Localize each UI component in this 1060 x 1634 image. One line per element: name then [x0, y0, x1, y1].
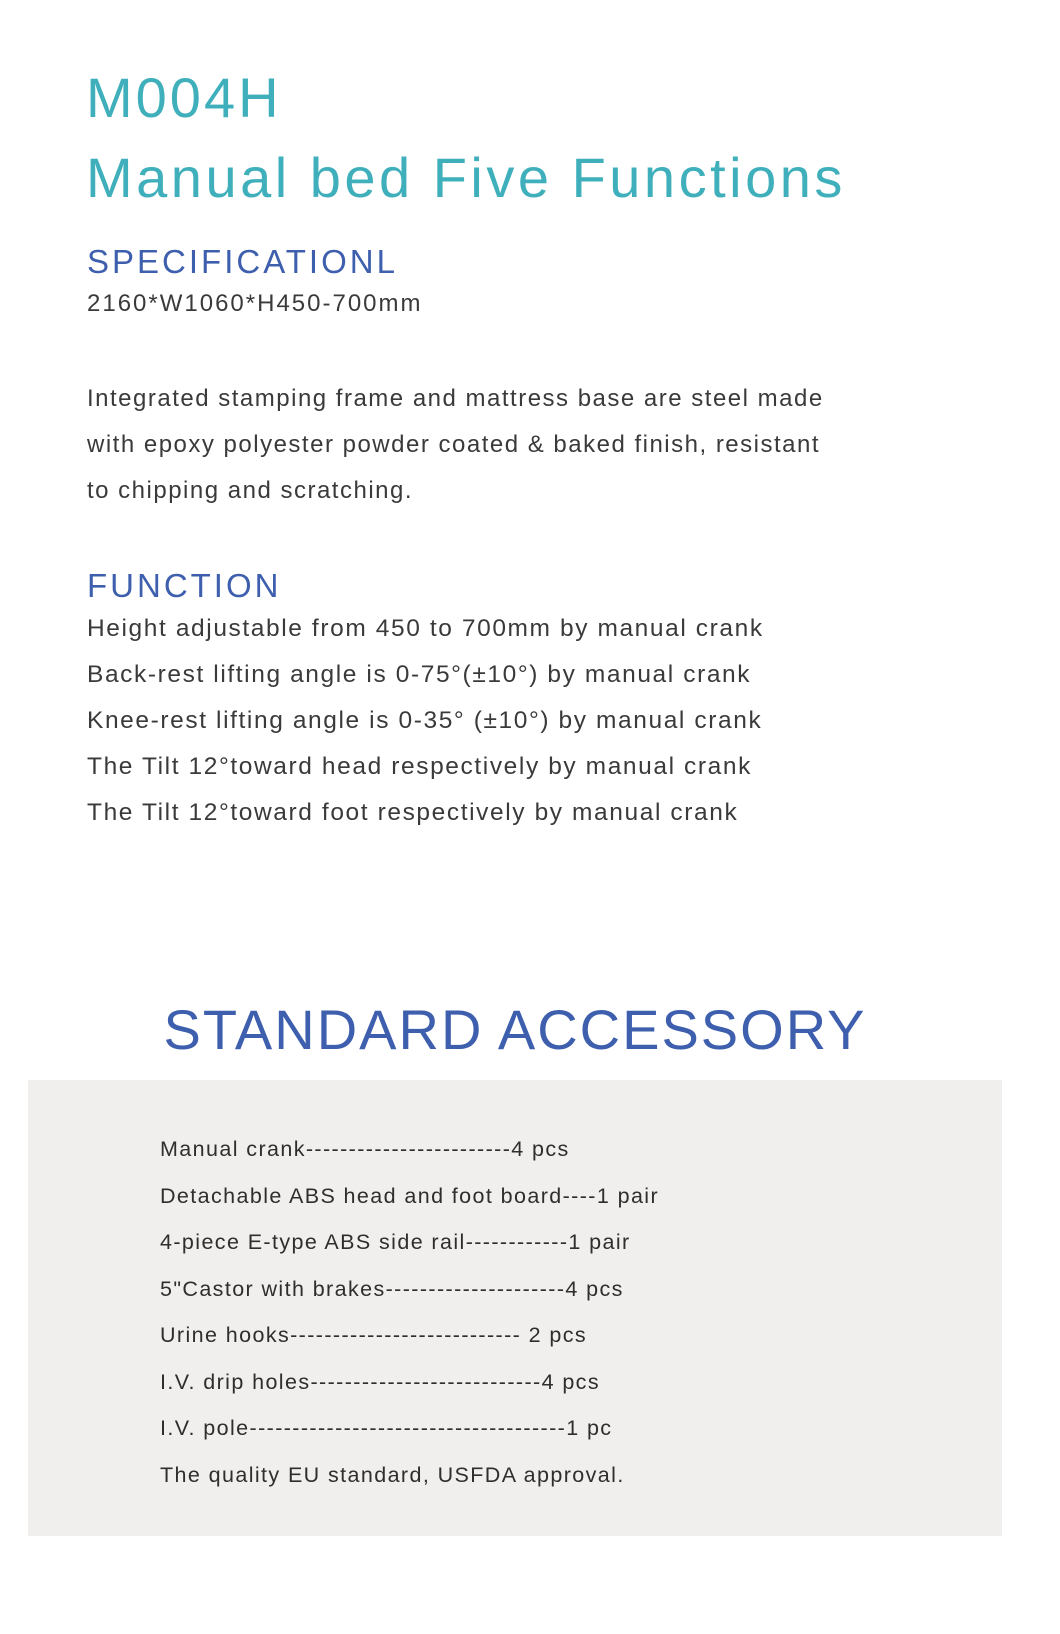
- description-line: Integrated stamping frame and mattress base are steel made: [87, 385, 824, 412]
- function-heading: FUNCTION: [87, 567, 282, 604]
- function-item: Height adjustable from 450 to 700mm by manual crank: [87, 615, 764, 642]
- standard-accessory-heading: STANDARD ACCESSORY: [163, 998, 867, 1061]
- specification-heading: SPECIFICATIONL: [87, 243, 398, 280]
- accessory-item: I.V. pole-------------------------------------1 pc: [160, 1416, 613, 1440]
- dimensions-text: 2160*W1060*H450-700mm: [87, 290, 423, 317]
- product-title: Manual bed Five Functions: [86, 146, 846, 209]
- function-item: The Tilt 12°toward head respectively by manual crank: [87, 753, 752, 780]
- accessory-item: 4-piece E-type ABS side rail------------1 pair: [160, 1230, 631, 1254]
- accessory-list: [160, 1126, 659, 1498]
- description-line: to chipping and scratching.: [87, 477, 414, 504]
- function-item: The Tilt 12°toward foot respectively by manual crank: [87, 799, 739, 826]
- accessory-item: Detachable ABS head and foot board----1 pair: [160, 1183, 660, 1208]
- accessory-item: The quality EU standard, USFDA approval.: [160, 1462, 625, 1487]
- specification-description: [87, 376, 987, 514]
- accessory-item: Urine hooks--------------------------- 2 pcs: [160, 1323, 587, 1347]
- accessory-item: Manual crank------------------------4 pcs: [160, 1137, 570, 1161]
- function-list: [87, 606, 764, 836]
- function-item: Knee-rest lifting angle is 0-35° (±10°) by manual crank: [87, 707, 763, 734]
- accessory-item: I.V. drip holes---------------------------4 pcs: [160, 1369, 600, 1394]
- accessory-item: 5"Castor with brakes---------------------4 pcs: [160, 1276, 624, 1301]
- model-number: M004H: [86, 66, 282, 129]
- function-item: Back-rest lifting angle is 0-75°(±10°) by manual crank: [87, 661, 752, 688]
- description-line: with epoxy polyester powder coated & baked finish, resistant: [87, 431, 821, 458]
